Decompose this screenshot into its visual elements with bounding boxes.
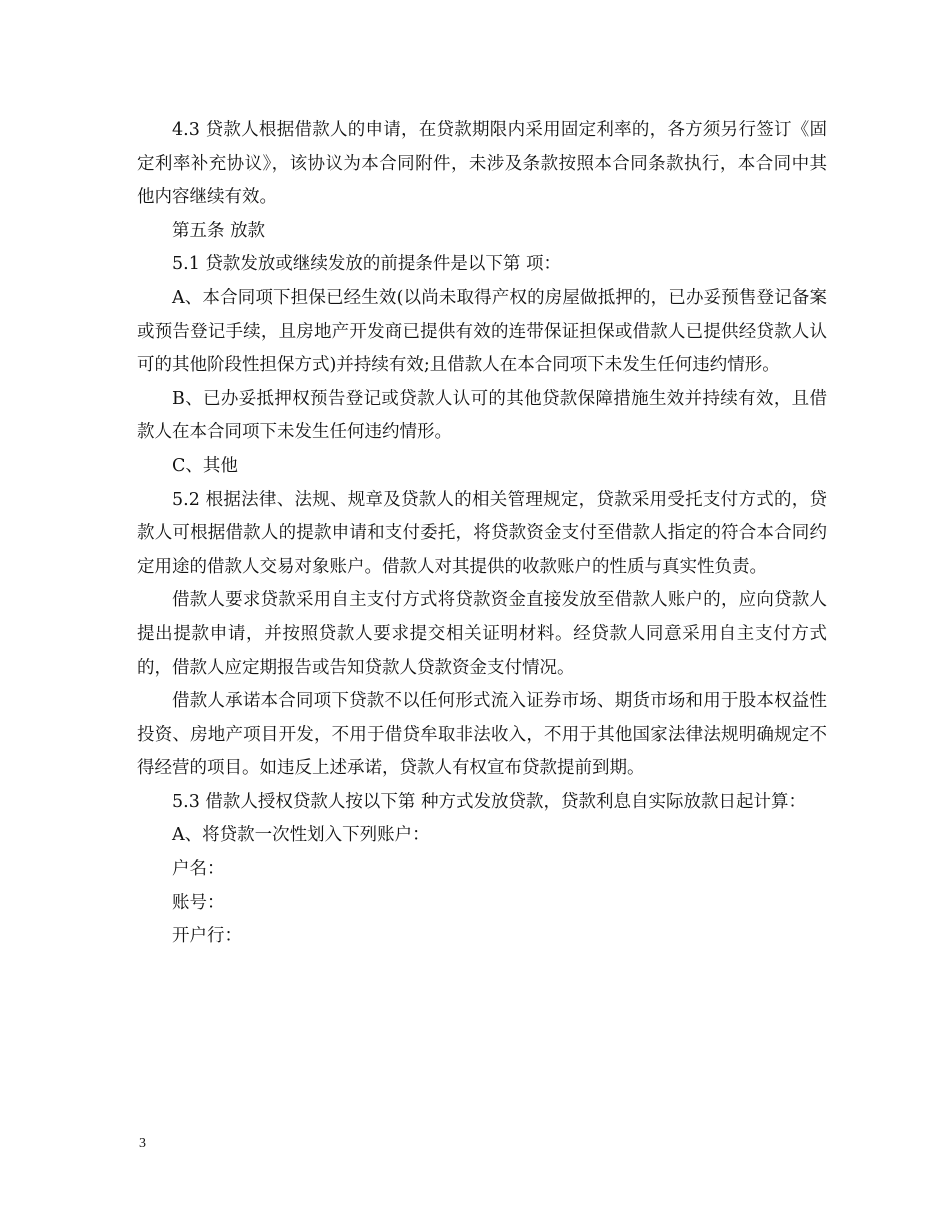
clause-5-2: 5.2 根据法律、法规、规章及贷款人的相关管理规定，贷款采用受托支付方式的，贷款人可根据借款人的提款申请和支付委托，将贷款资金支付至借款人指定的符合本合同约定用途的借款人交易对象账户。借款人对其提供的收款账户的性质与真实性负责。 — [137, 489, 827, 577]
clause-5-3: 5.3 借款人授权贷款人按以下第 种方式发放贷款，贷款利息自实际放款日起计算： — [172, 791, 806, 812]
account-name-field: 户名： — [172, 859, 225, 880]
account-number-field: 账号： — [172, 892, 225, 913]
article-5-heading: 第五条 放款 — [172, 220, 266, 241]
page-number: 3 — [139, 1136, 146, 1151]
clause-5-1-option-b: B、已办妥抵押权预告登记或贷款人认可的其他贷款保障措施生效并持续有效，且借款人在本合同项下未发生任何违约情形。 — [137, 388, 827, 443]
clause-4-3: 4.3 贷款人根据借款人的申请，在贷款期限内采用固定利率的，各方须另行签订《固定利率补充协议》，该协议为本合同附件，未涉及条款按照本合同条款执行，本合同中其他内容继续有效。 — [137, 120, 827, 208]
clause-5-1-option-c: C、其他 — [172, 455, 238, 476]
clause-5-2-self-payment: 借款人要求贷款采用自主支付方式将贷款资金直接发放至借款人账户的，应向贷款人提出提款申请，并按照贷款人要求提交相关证明材料。经贷款人同意采用自主支付方式的，借款人应定期报告或告知贷款人贷款资金支付情况。 — [137, 590, 827, 678]
clause-5-3-option-a: A、将贷款一次性划入下列账户： — [172, 825, 430, 846]
clause-5-1-option-a: A、本合同项下担保已经生效(以尚未取得产权的房屋做抵押的，已办妥预售登记备案或预告登记手续，且房地产开发商已提供有效的连带保证担保或借款人已提供经贷款人认可的其他阶段性担保方式)并持续有效;且借款人在本合同项下未发生任何违约情形。 — [137, 287, 827, 376]
opening-bank-field: 开户行： — [172, 926, 242, 947]
document-body — [137, 114, 827, 954]
clause-5-1: 5.1 贷款发放或继续发放的前提条件是以下第 项： — [172, 254, 561, 275]
clause-5-2-borrower-commitment: 借款人承诺本合同项下贷款不以任何形式流入证券市场、期货市场和用于股本权益性投资、房地产项目开发，不用于借贷牟取非法收入，不用于其他国家法律法规明确规定不得经营的项目。如违反上述承诺，贷款人有权宣布贷款提前到期。 — [137, 691, 827, 779]
